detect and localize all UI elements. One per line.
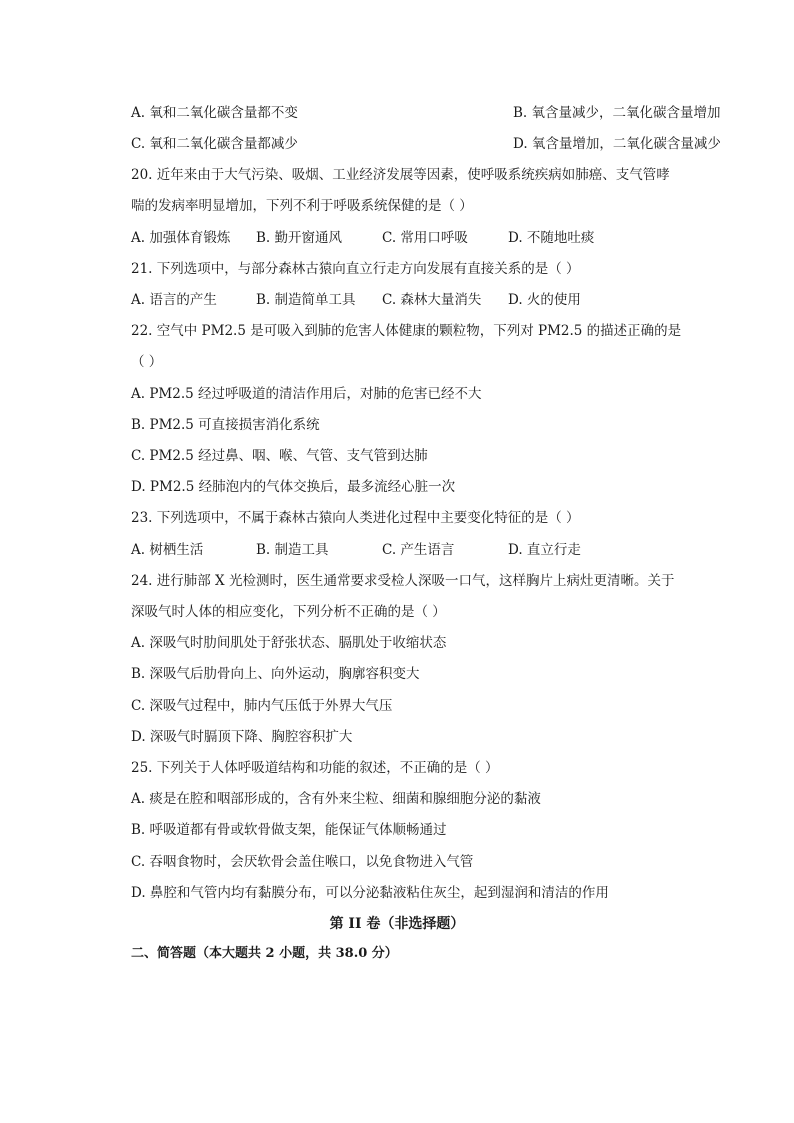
q22-option-b: B. PM2.5 可直接损害消化系统 bbox=[131, 417, 320, 433]
q21-option-c: C. 森林大量消失 bbox=[382, 292, 482, 308]
q25-option-b: B. 呼吸道都有骨或软骨做支架，能保证气体顺畅通过 bbox=[131, 822, 447, 838]
q20-option-d: D. 不随地吐痰 bbox=[508, 230, 595, 246]
q24-option-b: B. 深吸气后肋骨向上、向外运动，胸廓容积变大 bbox=[131, 666, 420, 682]
q25-option-a: A. 痰是在腔和咽部形成的，含有外来尘粒、细菌和腺细胞分泌的黏液 bbox=[131, 791, 541, 807]
q21-option-b: B. 制造简单工具 bbox=[256, 292, 356, 308]
q22-stem-line-2: （ ） bbox=[131, 354, 163, 370]
q22-stem-line-1: 22. 空气中 PM2.5 是可吸入到肺的危害人体健康的颗粒物，下列对 PM2.5 的描述正确的是 bbox=[131, 323, 682, 339]
q23-stem: 23. 下列选项中，不属于森林古猿向人类进化过程中主要变化特征的是（ ） bbox=[131, 510, 580, 526]
q20-option-a: A. 加强体育锻炼 bbox=[131, 230, 231, 246]
q20-stem-line-1: 20. 近年来由于大气污染、吸烟、工业经济发展等因素，使呼吸系统疾病如肺癌、支气管哮 bbox=[131, 167, 670, 183]
q24-option-c: C. 深吸气过程中，肺内气压低于外界大气压 bbox=[131, 698, 393, 714]
q20-stem-line-2: 喘的发病率明显增加，下列不利于呼吸系统保健的是（ ） bbox=[131, 198, 473, 214]
q19-option-d: D. 氧含量增加，二氧化碳含量减少 bbox=[513, 136, 721, 152]
section-2-title: 第 II 卷（非选择题） bbox=[329, 916, 465, 932]
q25-stem: 25. 下列关于人体呼吸道结构和功能的叙述，不正确的是（ ） bbox=[131, 760, 499, 776]
q19-option-b: B. 氧含量减少，二氧化碳含量增加 bbox=[513, 105, 721, 121]
q19-option-c: C. 氧和二氧化碳含量都减少 bbox=[131, 136, 298, 152]
q19-option-row-1 bbox=[131, 103, 721, 123]
q25-option-d: D. 鼻腔和气管内均有黏膜分布，可以分泌黏液粘住灰尘，起到湿润和清洁的作用 bbox=[131, 885, 609, 901]
q23-option-a: A. 树栖生活 bbox=[131, 542, 204, 558]
q25-option-c: C. 吞咽食物时，会厌软骨会盖住喉口，以免食物进入气管 bbox=[131, 854, 474, 870]
q24-option-d: D. 深吸气时膈顶下降、胸腔容积扩大 bbox=[131, 729, 353, 745]
q24-option-a: A. 深吸气时肋间肌处于舒张状态、膈肌处于收缩状态 bbox=[131, 635, 447, 651]
q23-option-c: C. 产生语言 bbox=[382, 542, 455, 558]
q21-stem: 21. 下列选项中，与部分森林古猿向直立行走方向发展有直接关系的是（ ） bbox=[131, 261, 580, 277]
q21-option-d: D. 火的使用 bbox=[508, 292, 581, 308]
q19-option-a: A. 氧和二氧化碳含量都不变 bbox=[131, 105, 298, 121]
q22-option-c: C. PM2.5 经过鼻、咽、喉、气管、支气管到达肺 bbox=[131, 448, 428, 464]
q22-option-a: A. PM2.5 经过呼吸道的清洁作用后，对肺的危害已经不大 bbox=[131, 386, 482, 402]
q23-option-d: D. 直立行走 bbox=[508, 542, 581, 558]
q19-option-row-2 bbox=[131, 134, 721, 154]
q20-option-b: B. 勤开窗通风 bbox=[256, 230, 343, 246]
q21-option-a: A. 语言的产生 bbox=[131, 292, 217, 308]
q24-stem-line-1: 24. 进行肺部 X 光检测时，医生通常要求受检人深吸一口气，这样胸片上病灶更清晰。关于 bbox=[131, 573, 675, 589]
section-2-heading: 二、简答题（本大题共 2 小题，共 38.0 分） bbox=[131, 946, 398, 961]
q24-stem-line-2: 深吸气时人体的相应变化，下列分析不正确的是（ ） bbox=[131, 604, 446, 620]
q23-option-b: B. 制造工具 bbox=[256, 542, 329, 558]
q20-option-c: C. 常用口呼吸 bbox=[382, 230, 468, 246]
q22-option-d: D. PM2.5 经肺泡内的气体交换后，最多流经心脏一次 bbox=[131, 479, 456, 495]
